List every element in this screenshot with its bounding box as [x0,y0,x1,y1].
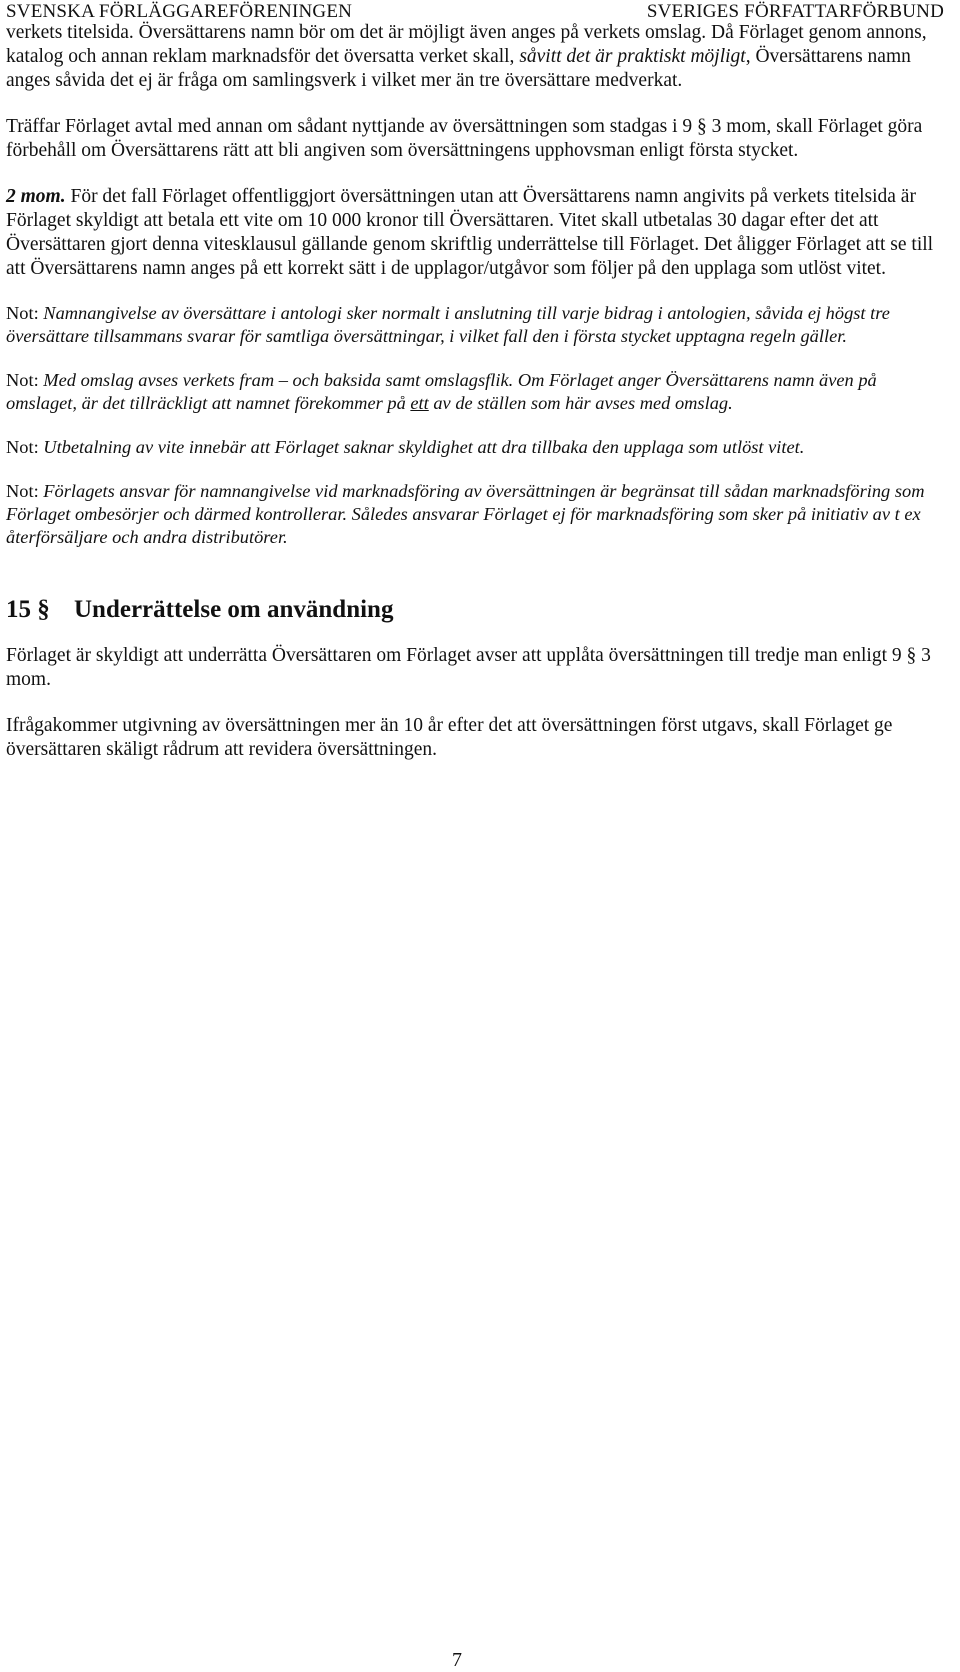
note-3-label: Not: [6,437,39,457]
mom-label: 2 mom. [6,186,66,207]
section-15-paragraph-1: Förlaget är skyldigt att underrätta Översättaren om Förlaget avser att upplåta översättningen till tredje man enligt 9 § 3 mom. [6,645,931,690]
document-body [6,21,950,762]
header-right-organization: SVERIGES FÖRFATTARFÖRBUND [646,1,944,22]
intro-paragraph [6,21,950,93]
note-2-underlined: ett [410,393,429,413]
page-number: 7 [452,1649,462,1671]
note-1-text: Namnangivelse av översättare i antologi sker normalt i anslutning till varje bidrag i antologien, såvida ej högst tre översättare tillsammans svarar för samtliga översättningar, i vilket fall den i första stycket upptagna regeln gäller. [6,303,890,346]
note-3 [6,436,950,459]
intro-text-2: , Översättarens namn anges såvida det ej är fråga om samlingsverk i vilket mer än tre översättare medverkat. [6,46,911,91]
note-2 [6,369,950,415]
note-1 [6,302,950,348]
note-2-text-before: Med omslag avses verkets fram – och baksida samt omslagsflik. Om Förlaget anger Översättarens namn även på omslaget, är det tillräckligt att namnet förekommer på [6,370,877,413]
paragraph-traffar: Träffar Förlaget avtal med annan om sådant nyttjande av översättningen som stadgas i 9 § 3 mom, skall Förlaget göra förbehåll om Översättarens rätt att bli angiven som översättningens upphovsman enligt första stycket. [6,116,923,161]
note-2-text-after: av de ställen som här avses med omslag. [428,393,733,413]
note-4-text: Förlagets ansvar för namnangivelse vid marknadsföring av översättningen är begränsat till sådan marknadsföring som Förlaget ombesörjer och därmed kontrollerar. Således ansvarar Förlaget ej för marknadsföring som sker på initiativ av t ex återförsäljare och andra distributörer. [6,481,925,547]
header-left-organization: SVENSKA FÖRLÄGGAREFÖRENINGEN [6,1,353,22]
note-3-text: Utbetalning av vite innebär att Förlaget saknar skyldighet att dra tillbaka den upplaga som utlöst vitet. [38,437,805,457]
note-1-label: Not: [6,303,39,323]
section-15-heading [6,594,950,626]
note-4-label: Not: [6,481,39,501]
note-4 [6,480,950,549]
intro-text-1: verkets titelsida. Översättarens namn bör om det är möjligt även anges på verkets omslag. Då Förlaget genom annons, katalog och annan reklam marknadsför det översatta verket skall, [6,22,927,67]
mom-text: För det fall Förlaget offentliggjort översättningen utan att Översättarens namn angivits på verkets titelsida är Förlaget skyldigt att betala ett vite om 10 000 kronor till Översättaren. Vitet skall utbetalas 30 dagar efter det att Översättaren gjort denna vitesklausul gällande genom skriftlig underrättelse till Förlaget. Det åligger Förlaget att se till att Översättarens namn anges på ett korrekt sätt i de upplagor/utgåvor som följer på den upplaga som utlöst vitet. [6,186,934,279]
intro-italic-text: såvitt det är praktiskt möjligt [519,46,746,67]
paragraph-2-mom [6,185,950,281]
section-15-paragraph-2: Ifrågakommer utgivning av översättningen mer än 10 år efter det att översättningen först utgavs, skall Förlaget ge översättaren skäligt rådrum att revidera översättningen. [6,715,893,760]
note-2-label: Not: [6,370,39,390]
section-15-number: 15 § [6,596,50,623]
section-15-title: Underrättelse om användning [74,596,394,623]
